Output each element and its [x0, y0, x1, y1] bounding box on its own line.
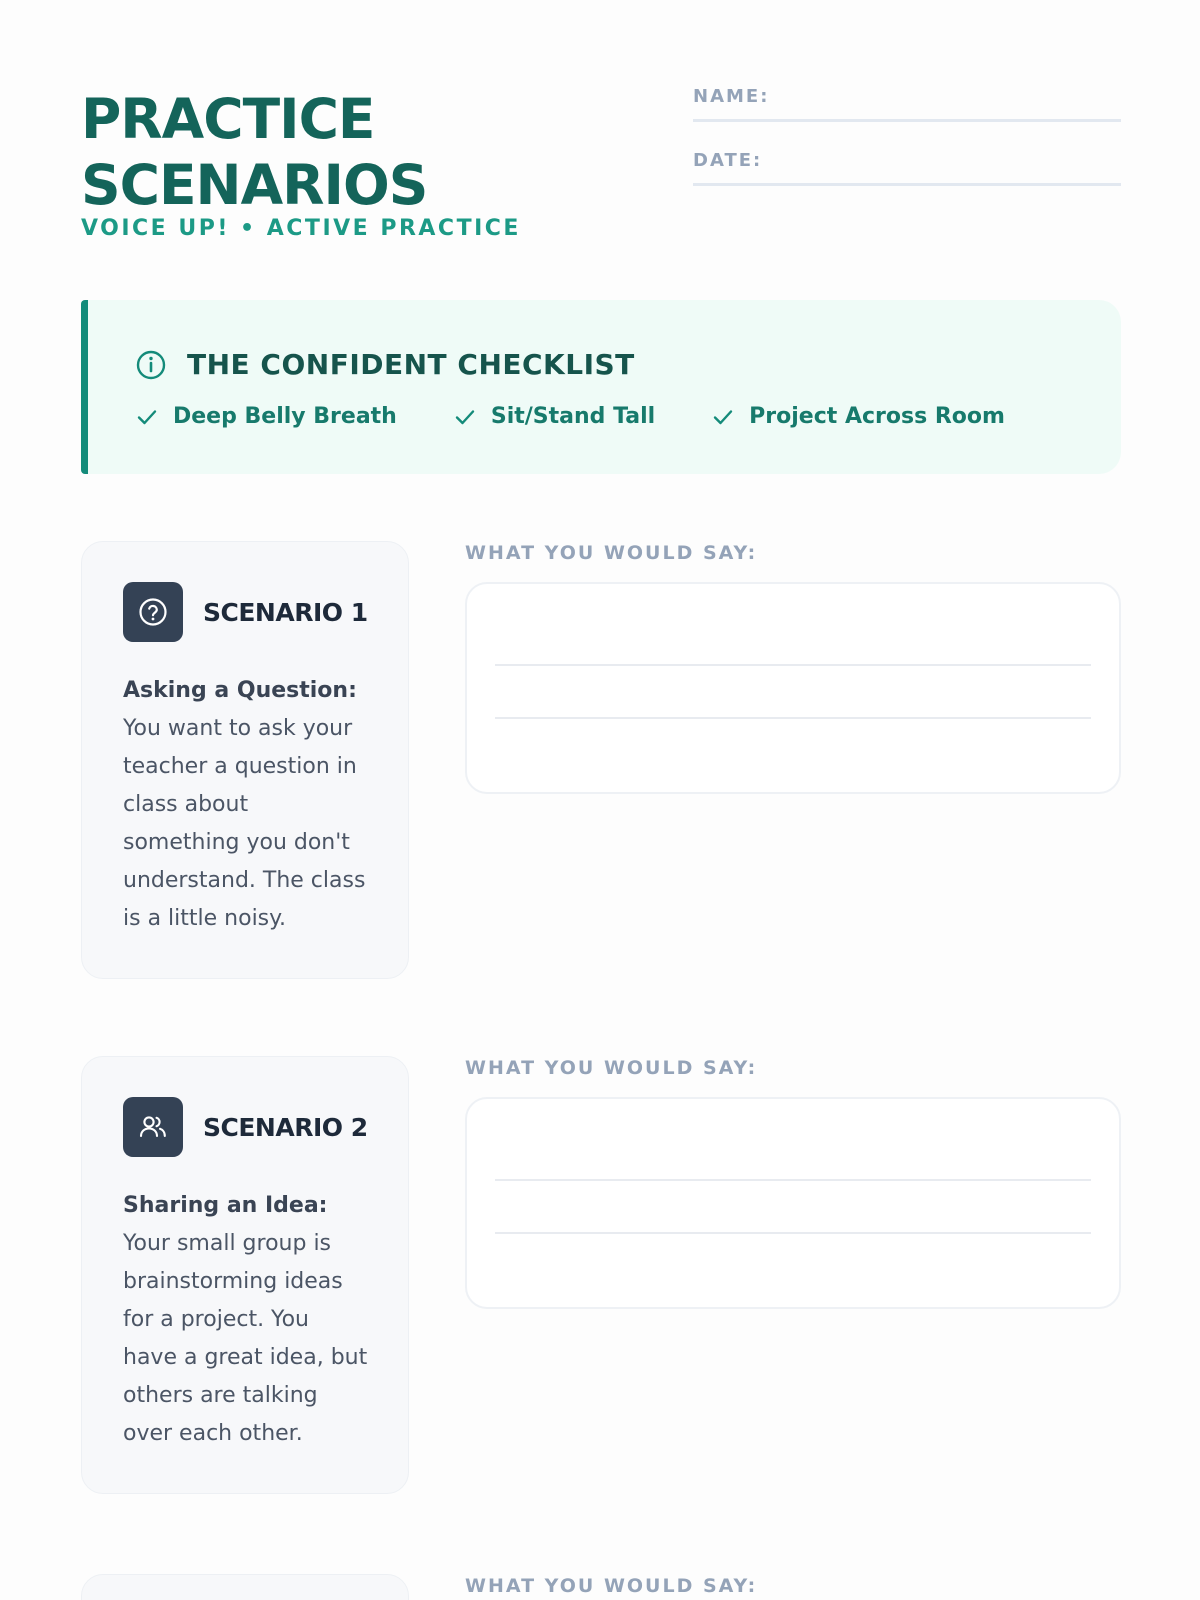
scenario-card	[81, 1056, 409, 1494]
checklist-item-label: Sit/Stand Tall	[490, 404, 656, 429]
answer-box[interactable]	[465, 1097, 1121, 1309]
scenario-heading: Asking a Question:	[123, 678, 357, 703]
checklist-items	[135, 404, 1061, 429]
checklist-title: THE CONFIDENT CHECKLIST	[187, 348, 635, 381]
answer-box[interactable]	[465, 582, 1121, 794]
page-title-line-2: SCENARIOS	[81, 153, 428, 217]
answer-label: WHAT YOU WOULD SAY:	[465, 542, 758, 564]
scenario-heading: Sharing an Idea:	[123, 1193, 328, 1218]
check-icon	[135, 405, 159, 429]
scenario-title: SCENARIO 2	[203, 1112, 368, 1142]
check-icon	[453, 405, 477, 429]
answer-label: WHAT YOU WOULD SAY:	[465, 1575, 758, 1597]
scenario-badge	[123, 1097, 183, 1157]
writing-line	[495, 1179, 1091, 1181]
page-title-line-1: PRACTICE	[81, 87, 375, 151]
checklist-item	[711, 404, 1005, 429]
name-label: NAME:	[693, 86, 770, 107]
checklist-header	[135, 348, 635, 381]
scenario-description	[123, 672, 368, 938]
scenario-title: SCENARIO 1	[203, 597, 368, 627]
scenario-card	[81, 541, 409, 979]
writing-line	[495, 1232, 1091, 1234]
question-circle-icon	[136, 595, 170, 629]
scenario-description	[123, 1187, 368, 1453]
date-label: DATE:	[693, 150, 763, 171]
scenario-badge	[123, 582, 183, 642]
check-icon	[711, 405, 735, 429]
checklist-item-label: Deep Belly Breath	[173, 404, 397, 429]
page-title	[81, 86, 601, 218]
page-subtitle: VOICE UP! • ACTIVE PRACTICE	[81, 216, 521, 241]
name-field[interactable]	[693, 86, 1121, 122]
date-field[interactable]	[693, 150, 1121, 186]
info-icon	[135, 349, 167, 381]
answer-label: WHAT YOU WOULD SAY:	[465, 1057, 758, 1079]
checklist-item	[135, 404, 397, 429]
scenario-text: You want to ask your teacher a question in class about something you don't understand. The class is a little noisy.	[123, 716, 366, 931]
checklist-item	[453, 404, 655, 429]
checklist-item-label: Project Across Room	[749, 404, 1005, 429]
writing-line	[495, 664, 1091, 666]
scenario-text: Your small group is brainstorming ideas for a project. You have a great idea, but others are talking over each other.	[123, 1231, 368, 1446]
worksheet-header	[81, 86, 1121, 246]
scenario-card-header	[123, 582, 368, 642]
student-fields	[693, 86, 1121, 214]
writing-line	[495, 717, 1091, 719]
users-icon	[136, 1110, 170, 1144]
confident-checklist	[81, 300, 1121, 474]
scenario-card-header	[123, 1097, 368, 1157]
scenario-card	[81, 1574, 409, 1600]
